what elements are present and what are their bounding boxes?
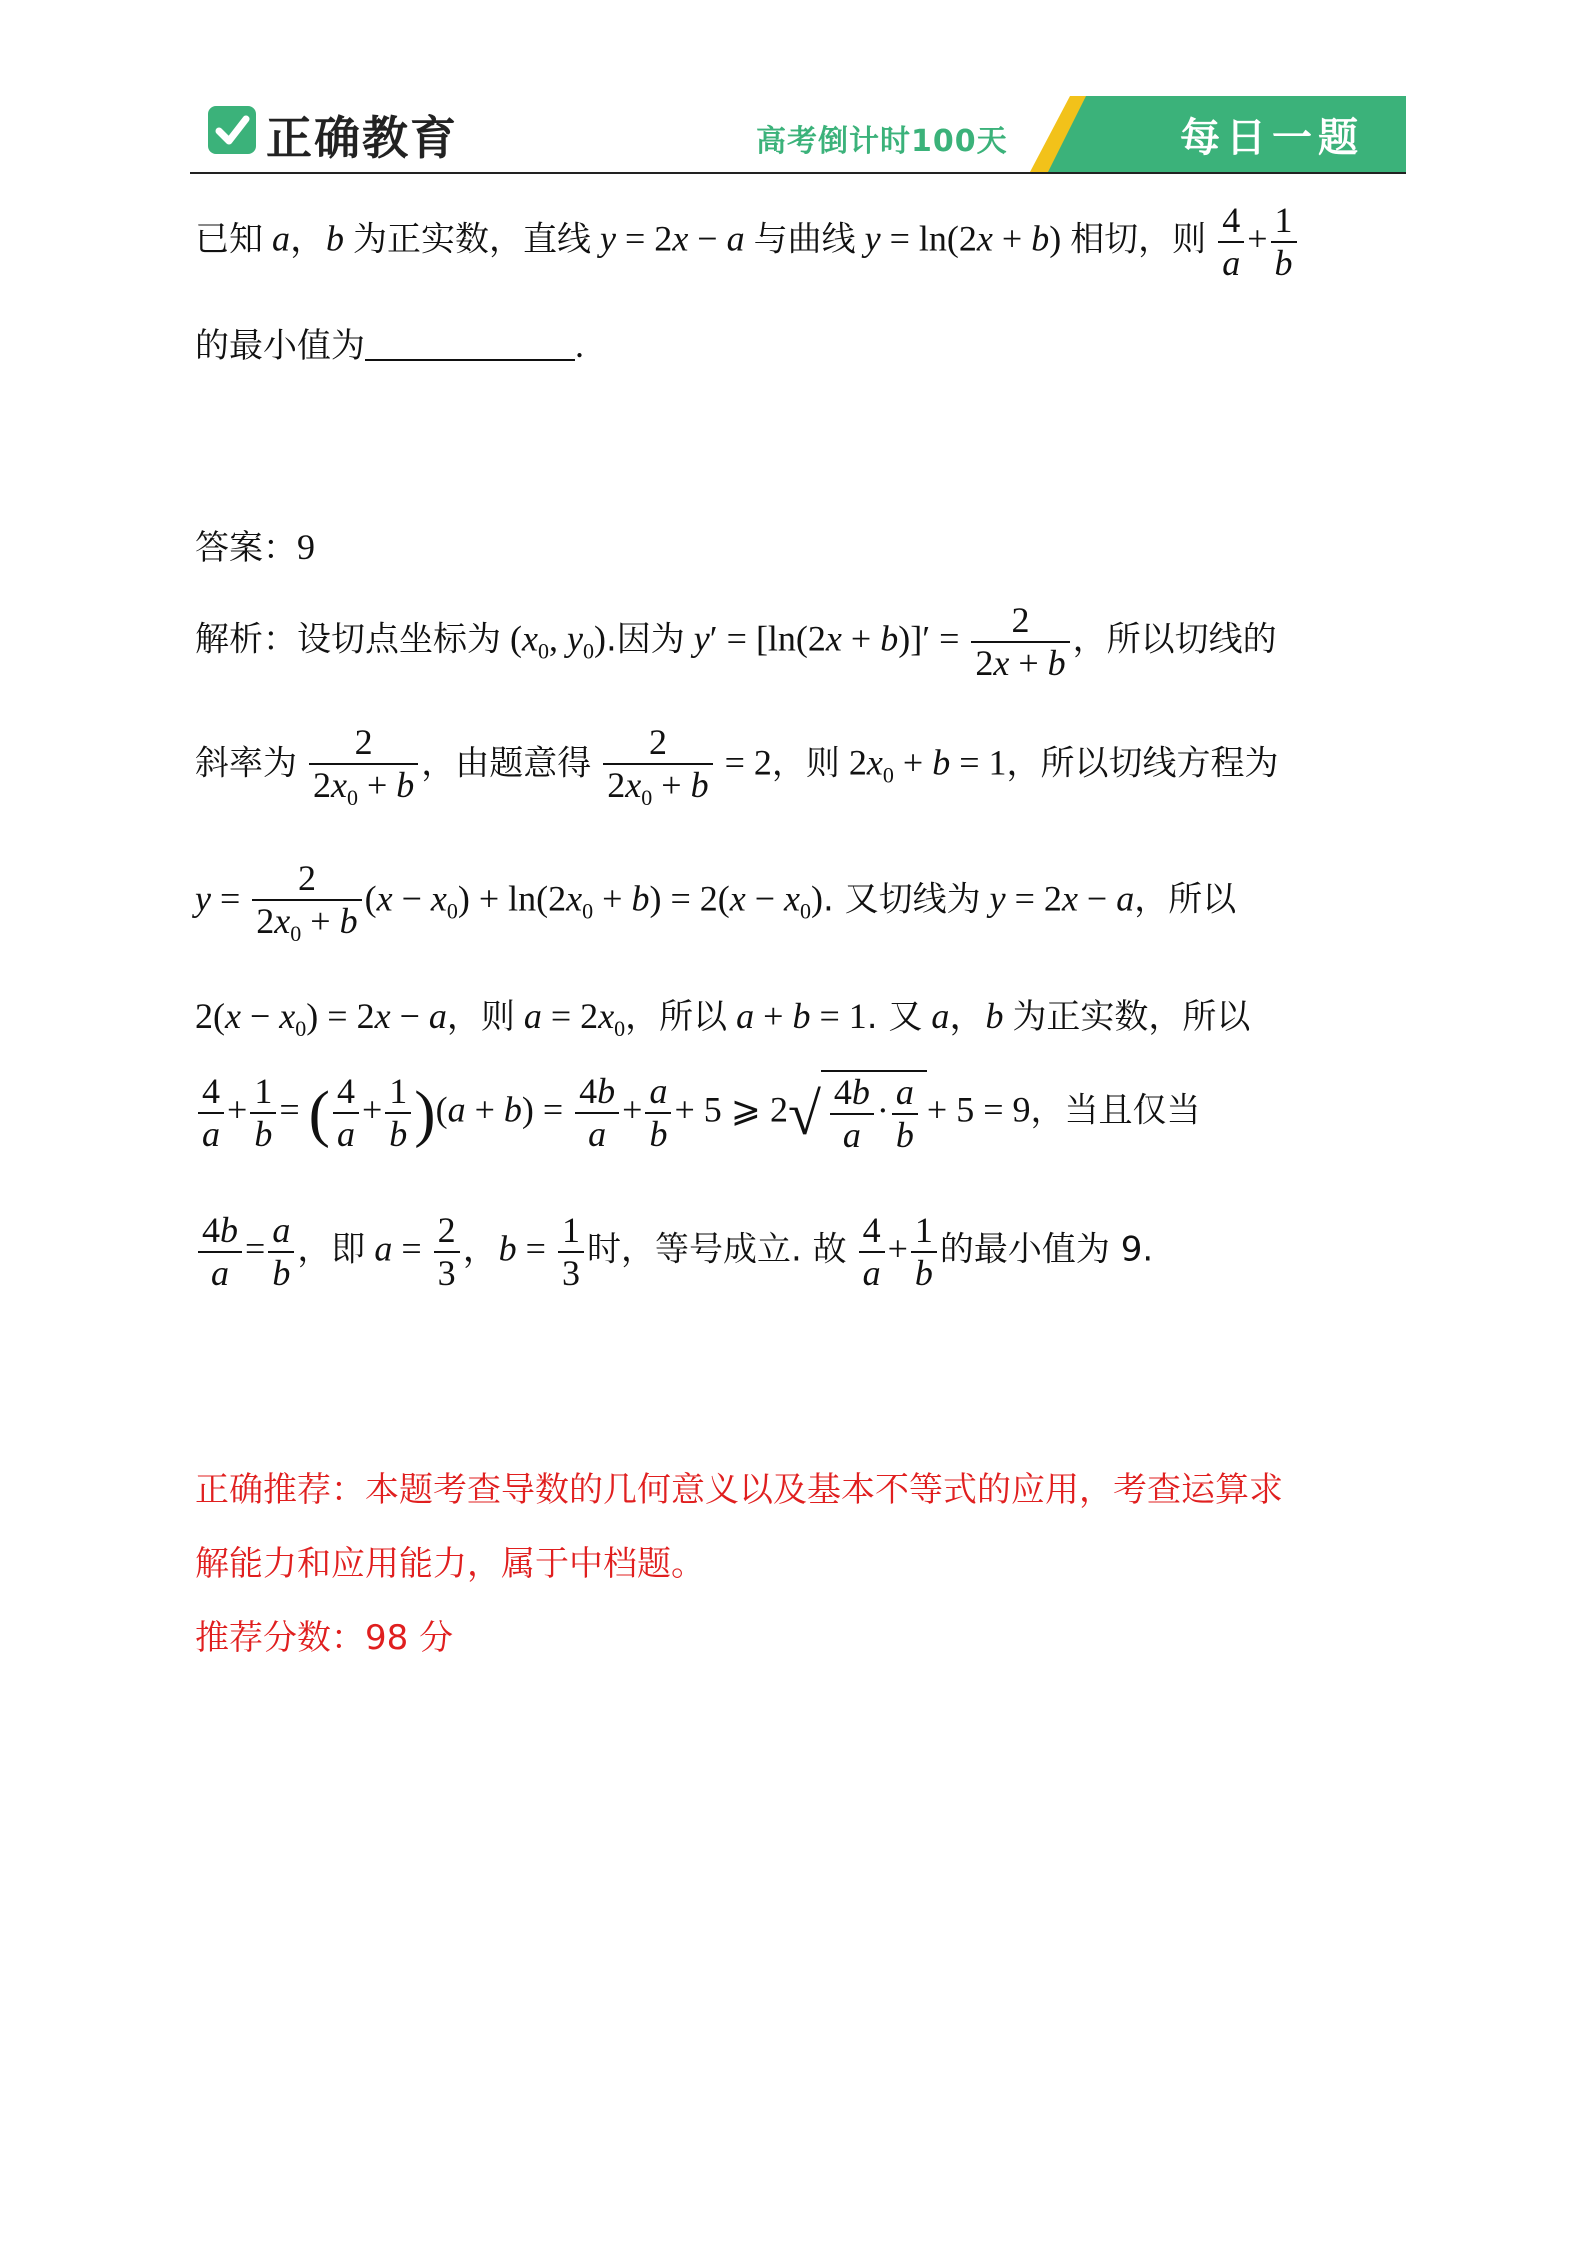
analysis-line-3: y = $\frac{2}{2x_0 + b}$ $(x - x_0) + \ln(2x_0 + b) = 2(x - x_0)$. 又切线为 y = 2x − a，所以	[195, 858, 1237, 947]
brand-logo-text: 正确教育	[266, 111, 458, 165]
recommend-line-1: 正确推荐：本题考查导数的几何意义以及基本不等式的应用，考查运算求	[195, 1470, 1283, 1510]
analysis-line-1: 解析：设切点坐标为 ($x_0$, $y_0$).因为 y′ = [ln(2x + b)]′ = $\frac{2}{2x + b}$ ，所以切线的	[195, 600, 1277, 684]
analysis-line-2: 斜率为 $\frac{2}{2x_0 + b}$ ，由题意得 $\frac{2}{2x_0 + b}$ = 2，则 $2x_0 + b = 1$，所以切线方程为	[195, 722, 1279, 811]
recommend-score: 推荐分数：98 分	[195, 1618, 454, 1658]
recommend-line-2: 解能力和应用能力，属于中档题。	[195, 1544, 705, 1584]
countdown-text: 高考倒计时100天	[756, 124, 1008, 159]
analysis-line-5: $\frac{4}{a}$ + $\frac{1}{b}$ = ( $\frac{4}{a}$ + $\frac{1}{b}$ )(a + b) = $\frac{4b}{a}$ + $\frac{a}{b}$ + 5 ⩾ 2√ $\frac{4b}{a}$ · $\frac{a}{b}$ + 5 = 9，当且仅当	[195, 1070, 1201, 1157]
analysis-line-6: $\frac{4b}{a}$ = $\frac{a}{b}$ ，即 a = $\frac{2}{3}$ ，b = $\frac{1}{3}$ 时，等号成立. 故 $\frac{4}{a}$ + $\frac{1}{b}$ 的最小值为 9.	[195, 1210, 1153, 1295]
answer-line: 答案：9	[195, 527, 315, 568]
analysis-line-4: $2(x - x_0) = 2x - a$，则 $a = 2x_0$，所以 a + b = 1. 又 a，b 为正实数，所以	[195, 996, 1251, 1041]
question-line-2: 的最小值为 .	[195, 325, 584, 366]
page-header	[190, 96, 1406, 172]
banner-title: 每日一题	[1180, 115, 1364, 161]
answer-blank	[365, 329, 575, 361]
question-line-1: 已知 a，b 为正实数，直线 y = 2x − a 与曲线 y = ln(2x + b) 相切，则 $\frac{4}{a}$ + $\frac{1}{b}$	[195, 200, 1300, 285]
header-divider	[190, 172, 1406, 174]
check-icon	[208, 106, 256, 154]
